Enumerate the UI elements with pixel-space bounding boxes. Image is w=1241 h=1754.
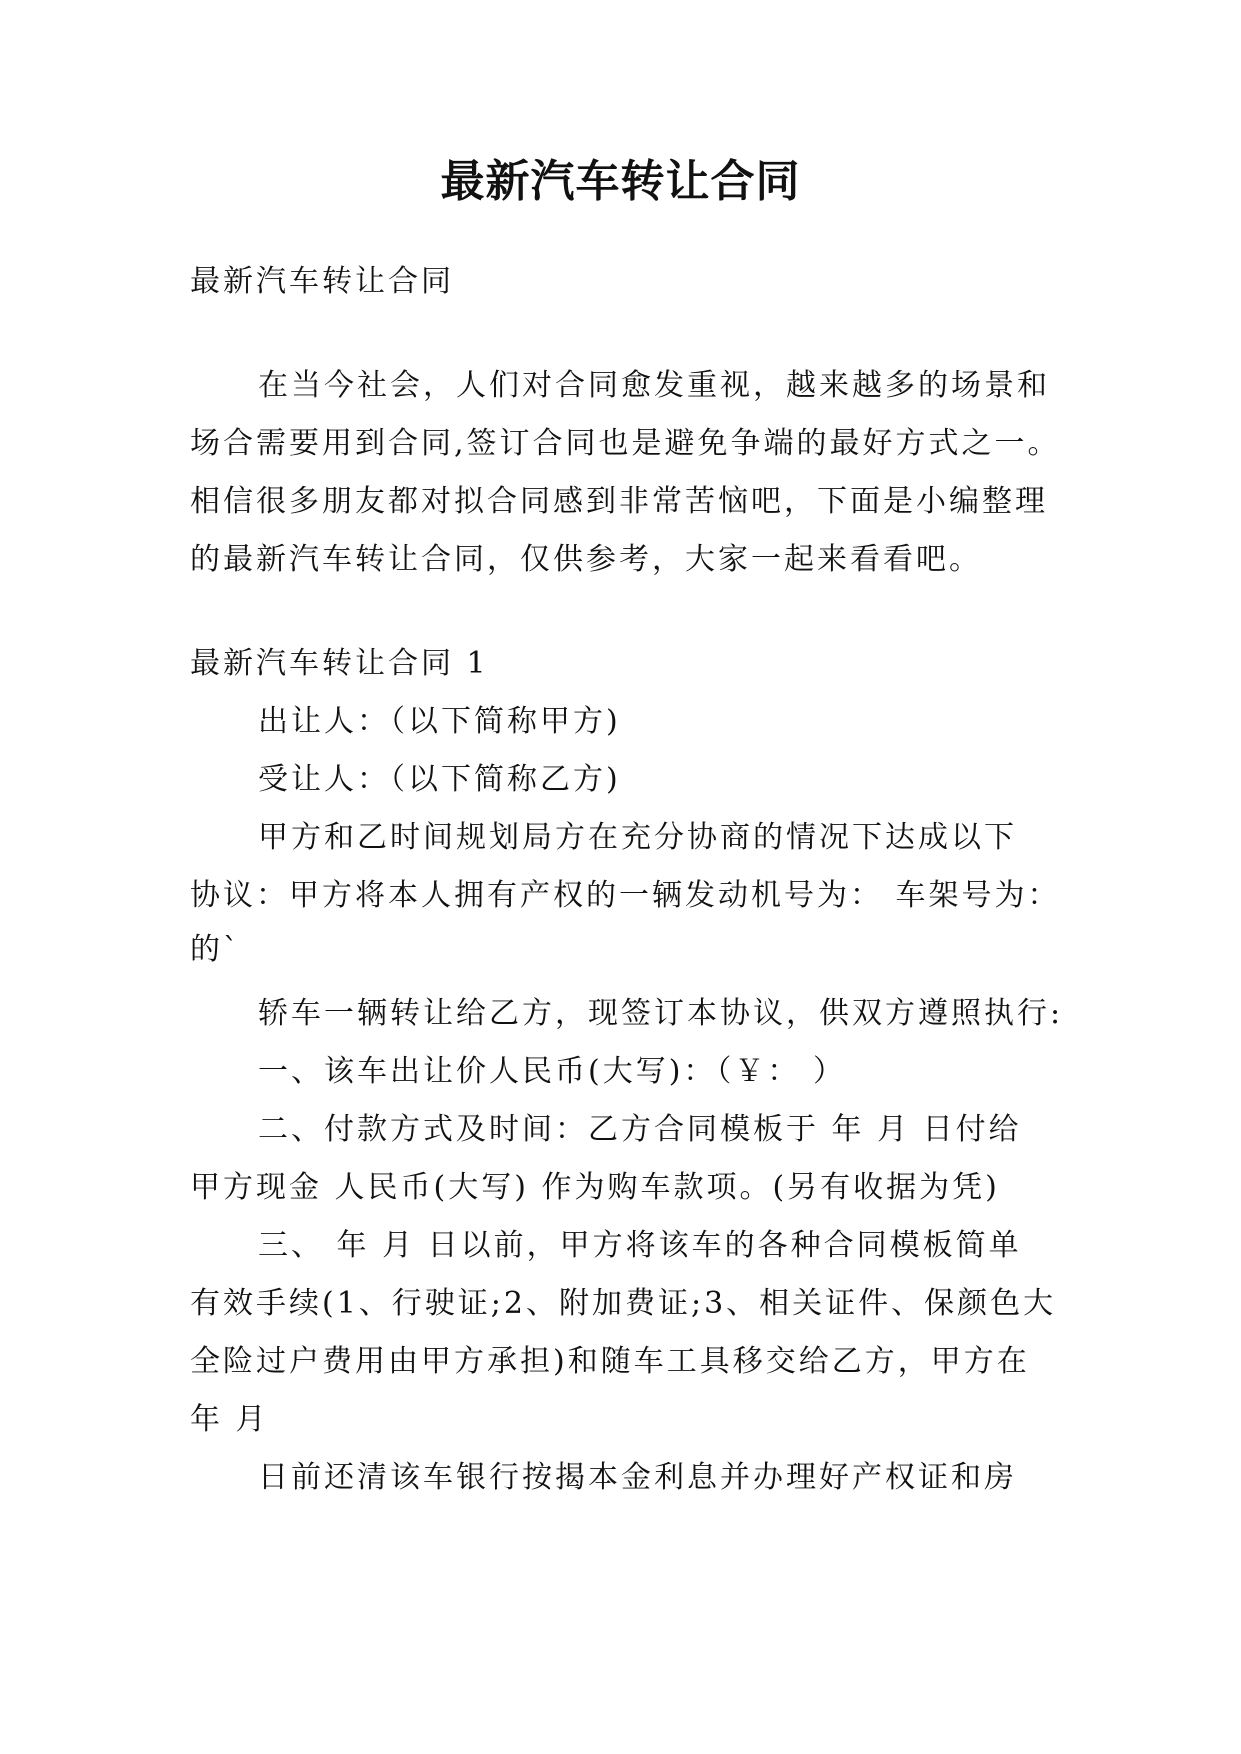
intro-line: 场合需要用到合同,签订合同也是避免争端的最好方式之一。	[190, 426, 1061, 461]
contract-line: 轿车一辆转让给乙方，现签订本协议，供双方遵照执行:	[258, 996, 1064, 1031]
section-heading: 最新汽车转让合同 1	[190, 646, 489, 681]
contract-line: 三、 年 月 日以前，甲方将该车的各种合同模板简单	[258, 1228, 1022, 1263]
document-title: 最新汽车转让合同	[440, 156, 801, 207]
intro-line: 在当今社会，人们对合同愈发重视，越来越多的场景和	[258, 368, 1050, 403]
contract-line: 甲方和乙时间规划局方在充分协商的情况下达成以下	[258, 820, 1017, 855]
contract-line: 出让人：（以下简称甲方)	[258, 704, 621, 739]
contract-line: 日前还清该车银行按揭本金利息并办理好产权证和房	[258, 1460, 1017, 1495]
contract-line: 有效手续(1、行驶证;2、附加费证;3、相关证件、保颜色大	[190, 1286, 1057, 1321]
contract-line: 的`	[190, 932, 241, 967]
subtitle-line: 最新汽车转让合同	[190, 264, 454, 299]
contract-line: 全险过户费用由甲方承担)和随车工具移交给乙方，甲方在	[190, 1344, 1030, 1379]
contract-line: 年 月	[190, 1402, 269, 1437]
contract-line: 协议：甲方将本人拥有产权的一辆发动机号为： 车架号为：	[190, 878, 1061, 913]
contract-line: 一、该车出让价人民币(大写)：（￥： ）	[258, 1054, 846, 1089]
intro-line: 相信很多朋友都对拟合同感到非常苦恼吧，下面是小编整理	[190, 484, 1048, 519]
contract-line: 甲方现金 人民币(大写) 作为购车款项。(另有收据为凭)	[190, 1170, 1000, 1205]
intro-line: 的最新汽车转让合同，仅供参考，大家一起来看看吧。	[190, 542, 982, 577]
contract-line: 受让人：（以下简称乙方)	[258, 762, 621, 797]
contract-line: 二、付款方式及时间：乙方合同模板于 年 月 日付给	[258, 1112, 1022, 1147]
